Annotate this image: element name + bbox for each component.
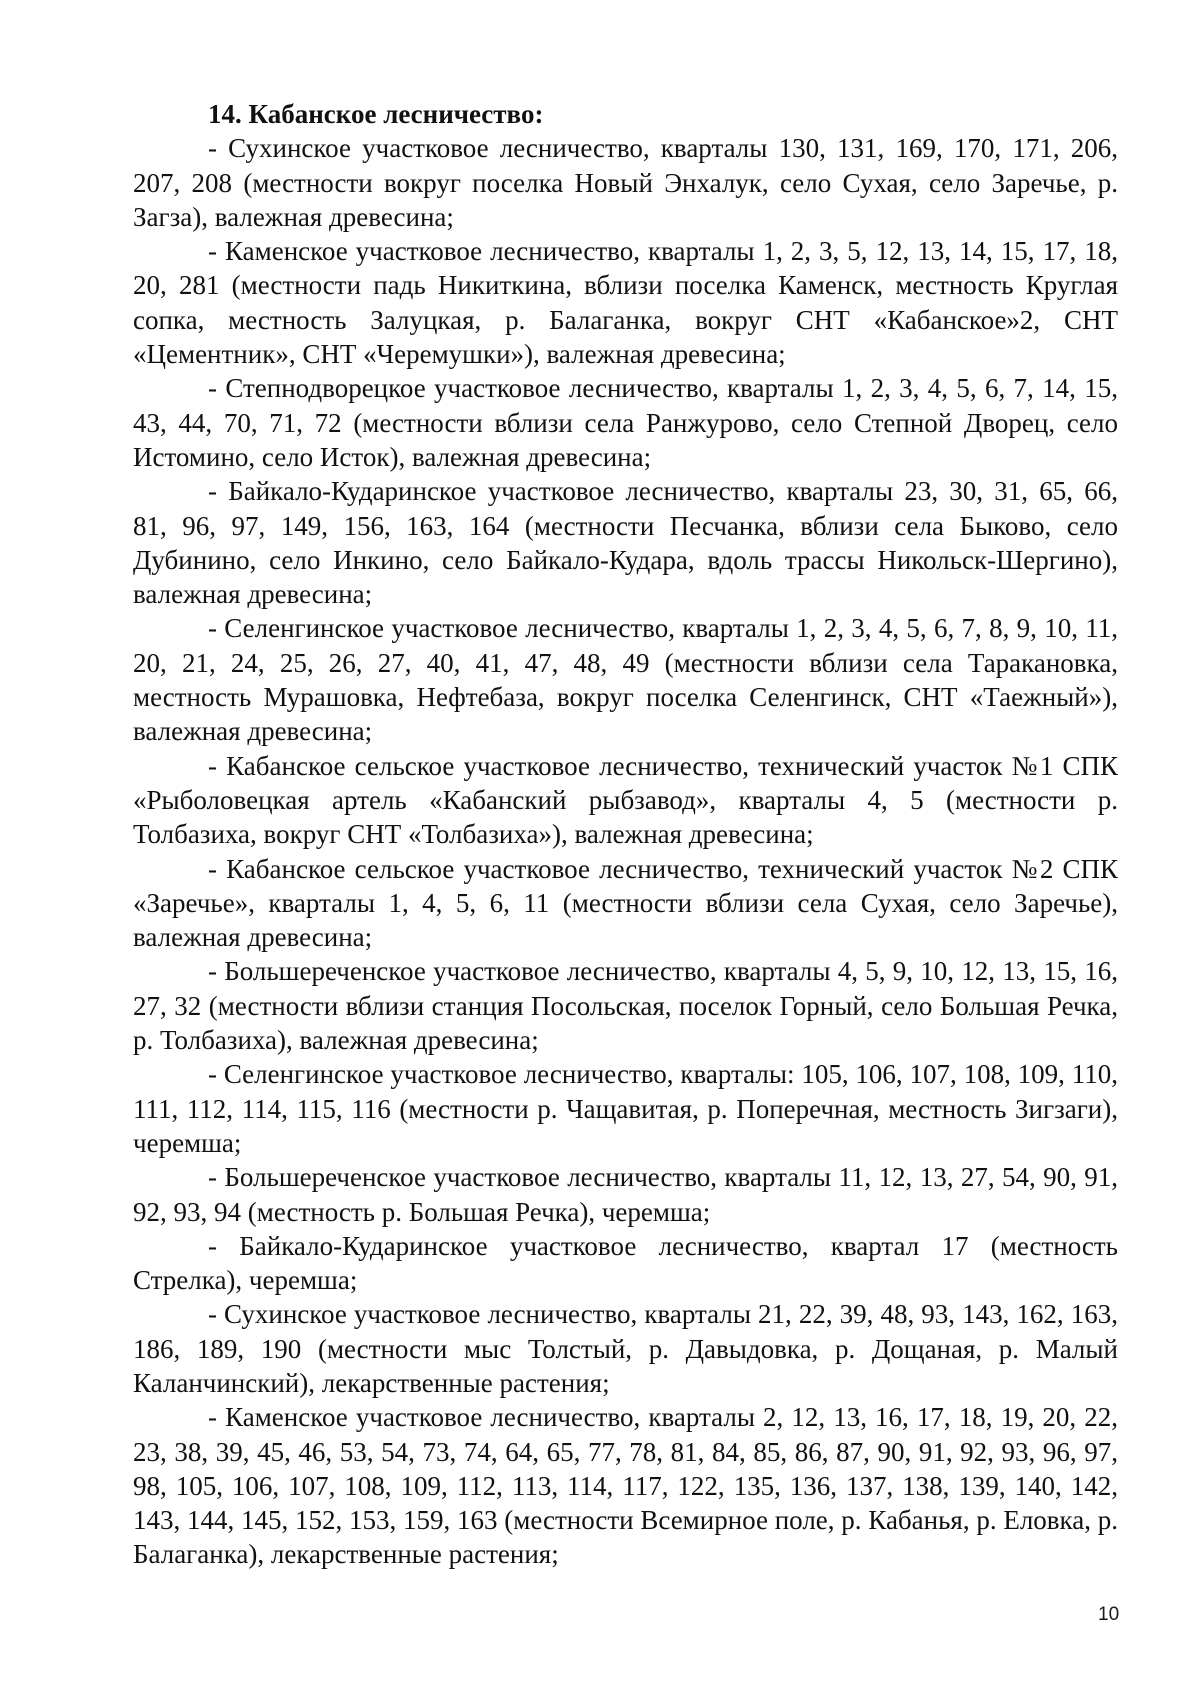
paragraph-10: - Большереченское участковое лесничество, кварталы 11, 12, 13, 27, 54, 90, 91, 92, 93, 94 (местность р. Большая Речка), черемша; [133, 1162, 1118, 1227]
paragraph-4: - Байкало-Кударинское участковое лесничество, кварталы 23, 30, 31, 65, 66, 81, 96, 97, 149, 156, 163, 164 (местности Песчанка, вблизи села Быково, село Дубинино, село Инкино, село Байкало-Кудара, вдоль трассы Никольск-Шергино), валежная древесина; [133, 476, 1118, 610]
paragraph-6: - Кабанское сельское участковое лесничество, технический участок №1 СПК «Рыболовецкая артель «Кабанский рыбзавод», кварталы 4, 5 (местности р. Толбазиха, вокруг СНТ «Толбазиха»), валежная древесина; [133, 750, 1118, 850]
paragraph-11: - Байкало-Кударинское участковое лесничество, квартал 17 (местность Стрелка), черемша; [133, 1230, 1118, 1296]
section-heading: 14. Кабанское лесничество: [208, 99, 544, 129]
page-number: 10 [1098, 1604, 1120, 1625]
paragraph-9: - Селенгинское участковое лесничество, кварталы: 105, 106, 107, 108, 109, 110, 111, 112, 114, 115, 116 (местности р. Чащавитая, р. Поперечная, местность Зигзаги), черемша; [133, 1059, 1118, 1158]
paragraph-7: - Кабанское сельское участковое лесничество, технический участок №2 СПК «Заречье», кварталы 1, 4, 5, 6, 11 (местности вблизи села Сухая, село Заречье), валежная древесина; [133, 853, 1118, 953]
document-body [133, 97, 1118, 1572]
paragraph-12: - Сухинское участковое лесничество, кварталы 21, 22, 39, 48, 93, 143, 162, 163, 186, 189, 190 (местности мыс Толстый, р. Давыдовка, р. Дощаная, р. Малый Каланчинский), лекарственные растения; [133, 1299, 1118, 1398]
paragraph-13: - Каменское участковое лесничество, кварталы 2, 12, 13, 16, 17, 18, 19, 20, 22, 23, 38, 39, 45, 46, 53, 54, 73, 74, 64, 65, 77, 78, 81, 84, 85, 86, 87, 90, 91, 92, 93, 96, 97, 98, 105, 106, 107, 108, 109, 112, 113, 114, 117, 122, 135, 136, 137, 138, 139, 140, 142, 143, 144, 145, 152, 153, 159, 163 (местности Всемирное поле, р. Кабанья, р. Еловка, р. Балаганка), лекарственные растения; [133, 1402, 1118, 1570]
paragraph-8: - Большереченское участковое лесничество, кварталы 4, 5, 9, 10, 12, 13, 15, 16, 27, 32 (местности вблизи станция Посольская, поселок Горный, село Большая Речка, р. Толбазиха), валежная древесина; [133, 956, 1118, 1056]
paragraph-1: - Сухинское участковое лесничество, кварталы 130, 131, 169, 170, 171, 206, 207, 208 (местности вокруг поселка Новый Энхалук, село Сухая, село Заречье, р. Загза), валежная древесина; [133, 133, 1118, 232]
paragraph-5: - Селенгинское участковое лесничество, кварталы 1, 2, 3, 4, 5, 6, 7, 8, 9, 10, 11, 20, 21, 24, 25, 26, 27, 40, 41, 47, 48, 49 (местности вблизи села Таракановка, местность Мурашовка, Нефтебаза, вокруг поселка Селенгинск, СНТ «Таежный»), валежная древесина; [133, 613, 1118, 747]
paragraph-2: - Каменское участковое лесничество, кварталы 1, 2, 3, 5, 12, 13, 14, 15, 17, 18, 20, 281 (местности падь Никиткина, вблизи поселка Каменск, местность Круглая сопка, местность Залуцкая, р. Балаганка, вокруг СНТ «Кабанское»2, СНТ «Цементник», СНТ «Черемушки»), валежная древесина; [133, 236, 1118, 370]
paragraph-3: - Степнодворецкое участковое лесничество, кварталы 1, 2, 3, 4, 5, 6, 7, 14, 15, 43, 44, 70, 71, 72 (местности вблизи села Ранжурово, село Степной Дворец, село Истомино, село Исток), валежная древесина; [133, 373, 1118, 472]
